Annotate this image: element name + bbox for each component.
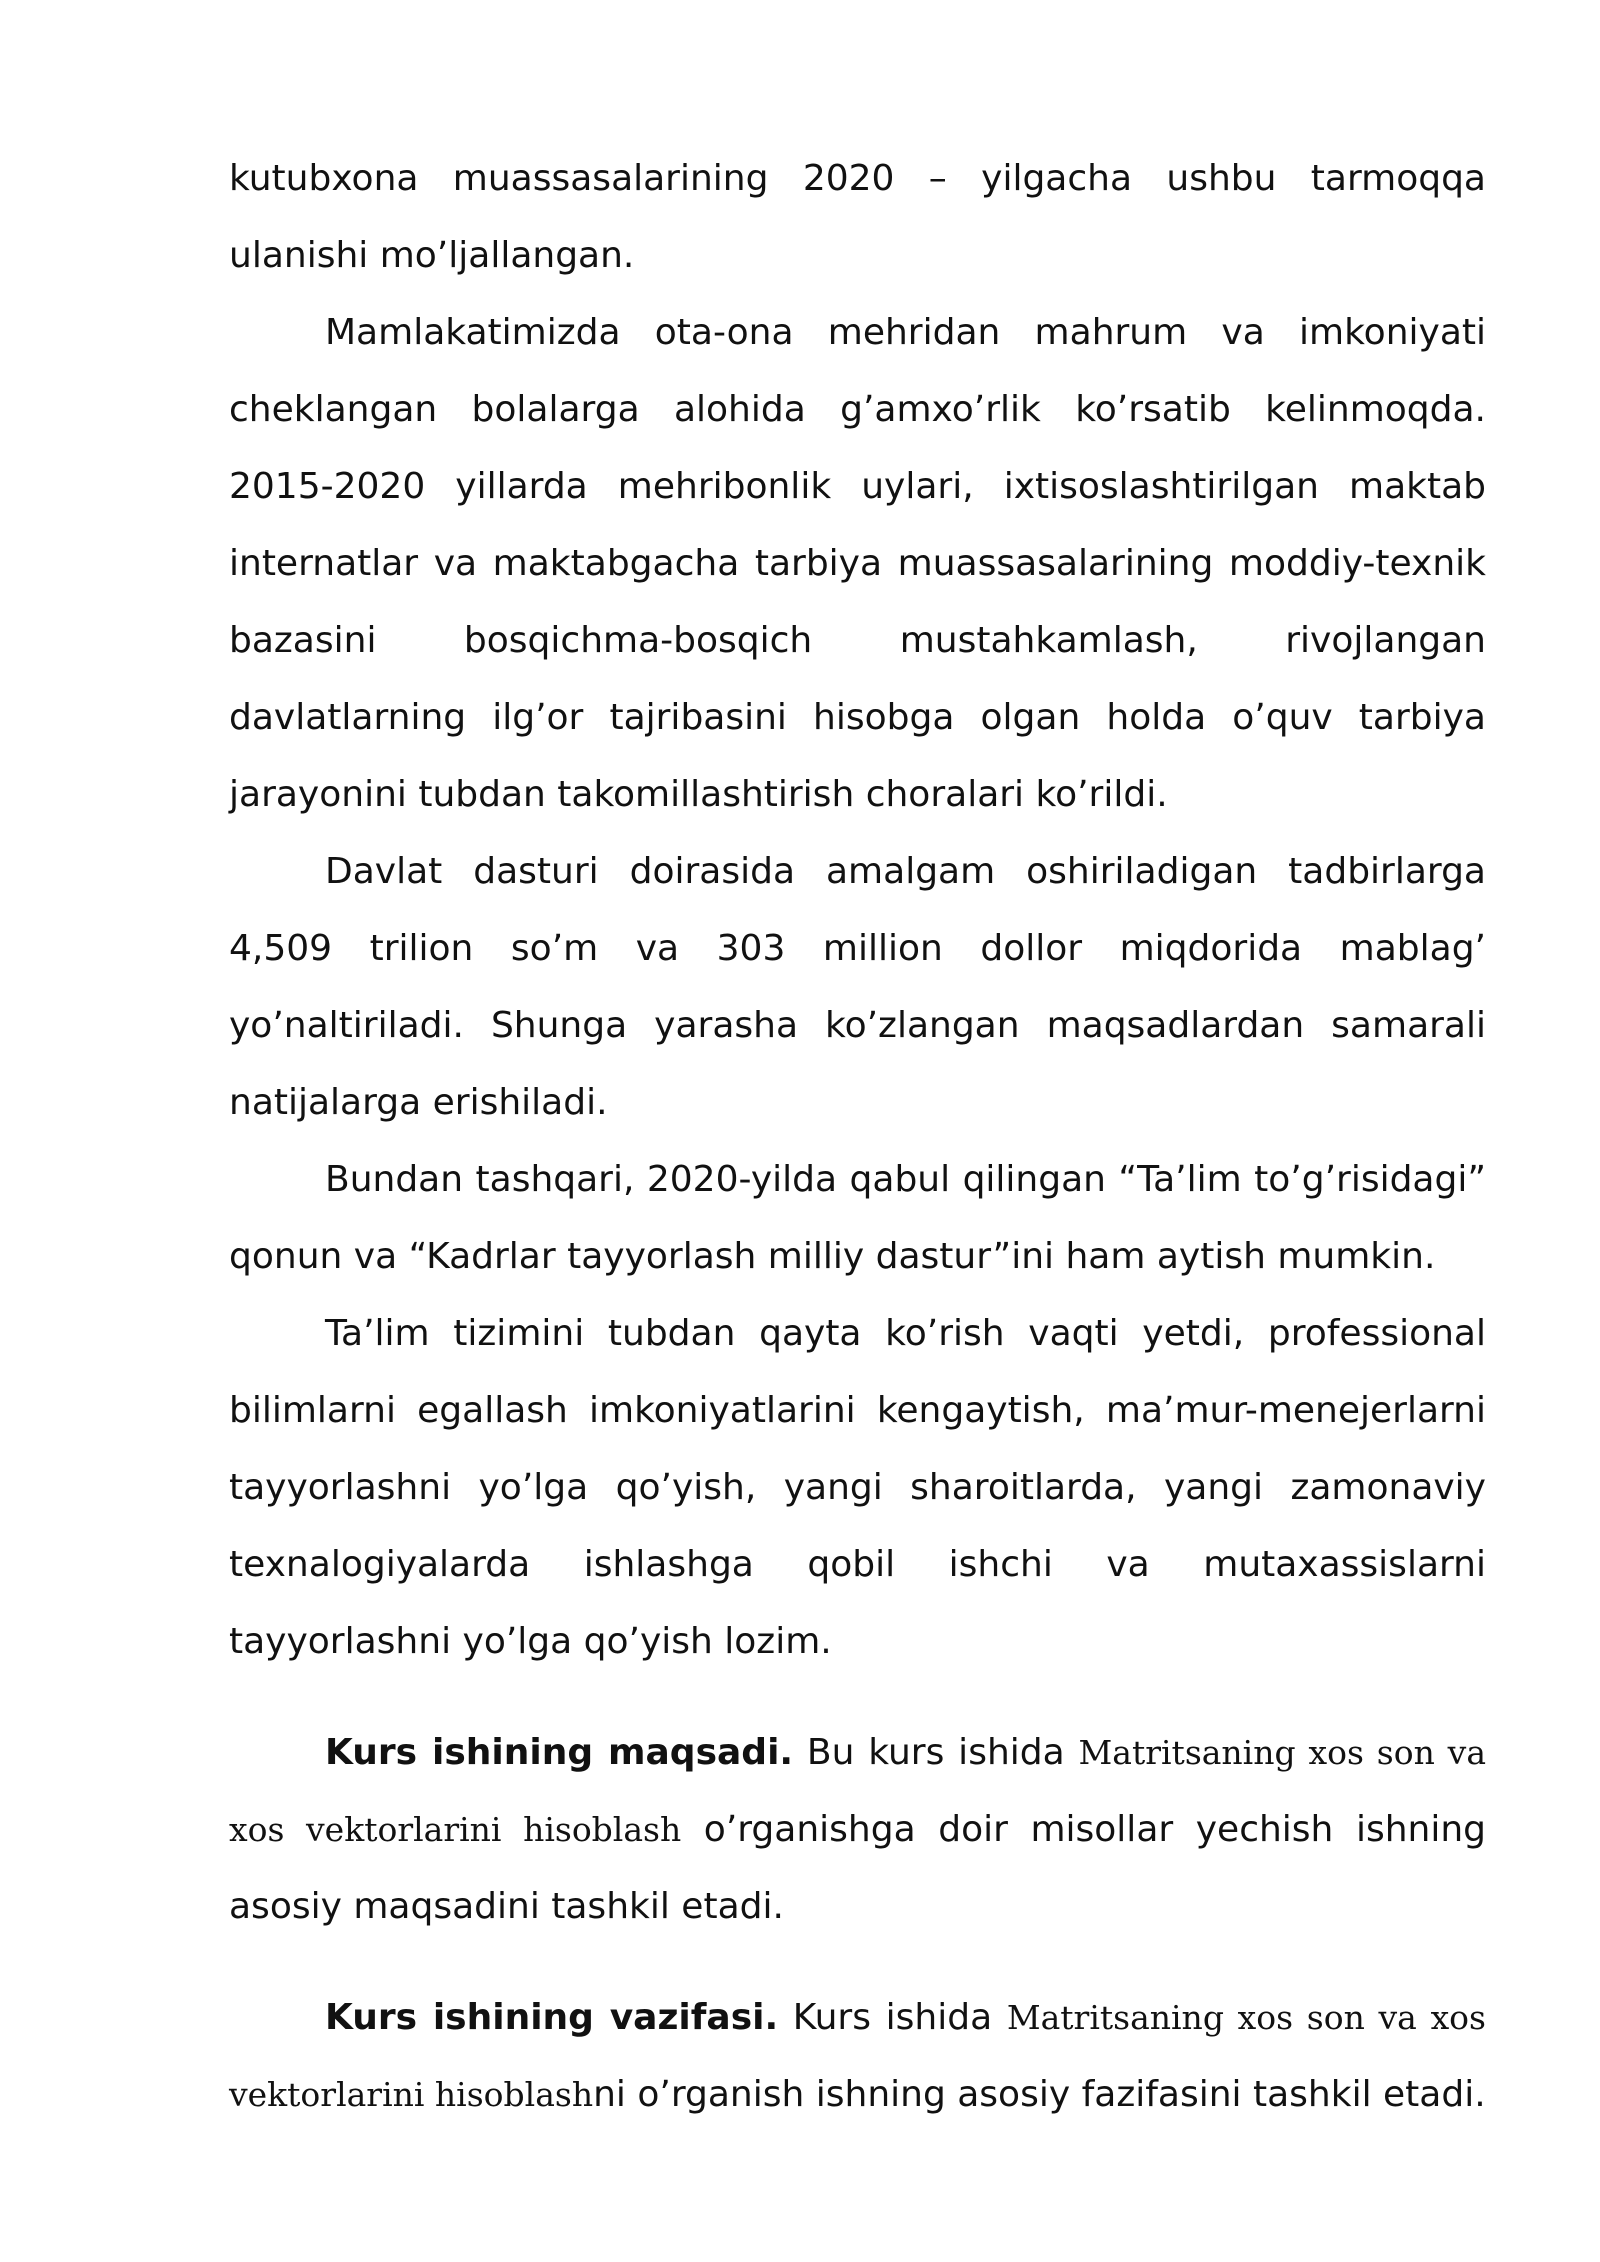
course-goal-heading: Kurs ishining maqsadi. <box>325 1732 794 1773</box>
paragraph-course-task <box>229 1979 1486 2133</box>
course-task-topic: Matritsaning xos son va xos vektorlarini hisoblash <box>229 1998 1486 2114</box>
course-goal-topic: Matritsaning xos son va xos vektorlarini hisoblash <box>229 1733 1487 1849</box>
paragraph-education-law: Bundan tashqari, 2020-yilda qabul qilingan “Ta’lim to’g’risidagi” qonun va “Kadrlar tayyorlash milliy dastur”ini ham aytish mumkin. <box>229 1159 1486 1277</box>
paragraph-state-program-funding: Davlat dasturi doirasida amalgam oshiriladigan tadbirlarga 4,509 trilion so’m va 303 million dollor miqdorida mablag’ yo’naltiriladi. Shunga yarasha ko’zlangan maqsadlardan samarali natijalarga erishiladi. <box>229 851 1486 1123</box>
course-task-lead: Kurs ishida <box>778 1997 1007 2038</box>
course-task-heading: Kurs ishining vazifasi. <box>325 1997 779 2038</box>
course-goal-rest: o’rganishga doir misollar yechish ishning asosiy maqsadini tashkil etadi. <box>229 1809 1486 1927</box>
paragraph-library-connection: kutubxona muassasalarining 2020 – yilgacha ushbu tarmoqqa ulanishi mo’ljallangan. <box>229 158 1486 276</box>
paragraph-orphan-care: Mamlakatimizda ota-ona mehridan mahrum va imkoniyati cheklangan bolalarga alohida g’amxo’rlik ko’rsatib kelinmoqda. 2015-2020 yillarda mehribonlik uylari, ixtisoslashtirilgan maktab internatlar va maktabgacha tarbiya muassasalarining moddiy-texnik bazasini bosqichma-bosqich mustahkamlash, rivojlangan davlatlarning ilg’or tajribasini hisobga olgan holda o’quv tarbiya jarayonini tubdan takomillashtirish choralari ko’rildi. <box>229 312 1486 815</box>
document-body <box>229 140 1486 2133</box>
paragraph-education-reform: Ta’lim tizimini tubdan qayta ko’rish vaqti yetdi, professional bilimlarni egallash imkoniyatlarini kengaytish, ma’mur-menejerlarni tayyorlashni yo’lga qo’yish, yangi sharoitlarda, yangi zamonaviy texnalogiyalarda ishlashga qobil ishchi va mutaxassislarni tayyorlashni yo’lga qo’yish lozim. <box>229 1313 1486 1662</box>
course-task-rest: ni o’rganish ishning asosiy fazifasini tashkil etadi. <box>593 2074 1486 2115</box>
course-goal-lead: Bu kurs ishida <box>793 1732 1079 1773</box>
paragraph-course-goal <box>229 1714 1486 1945</box>
